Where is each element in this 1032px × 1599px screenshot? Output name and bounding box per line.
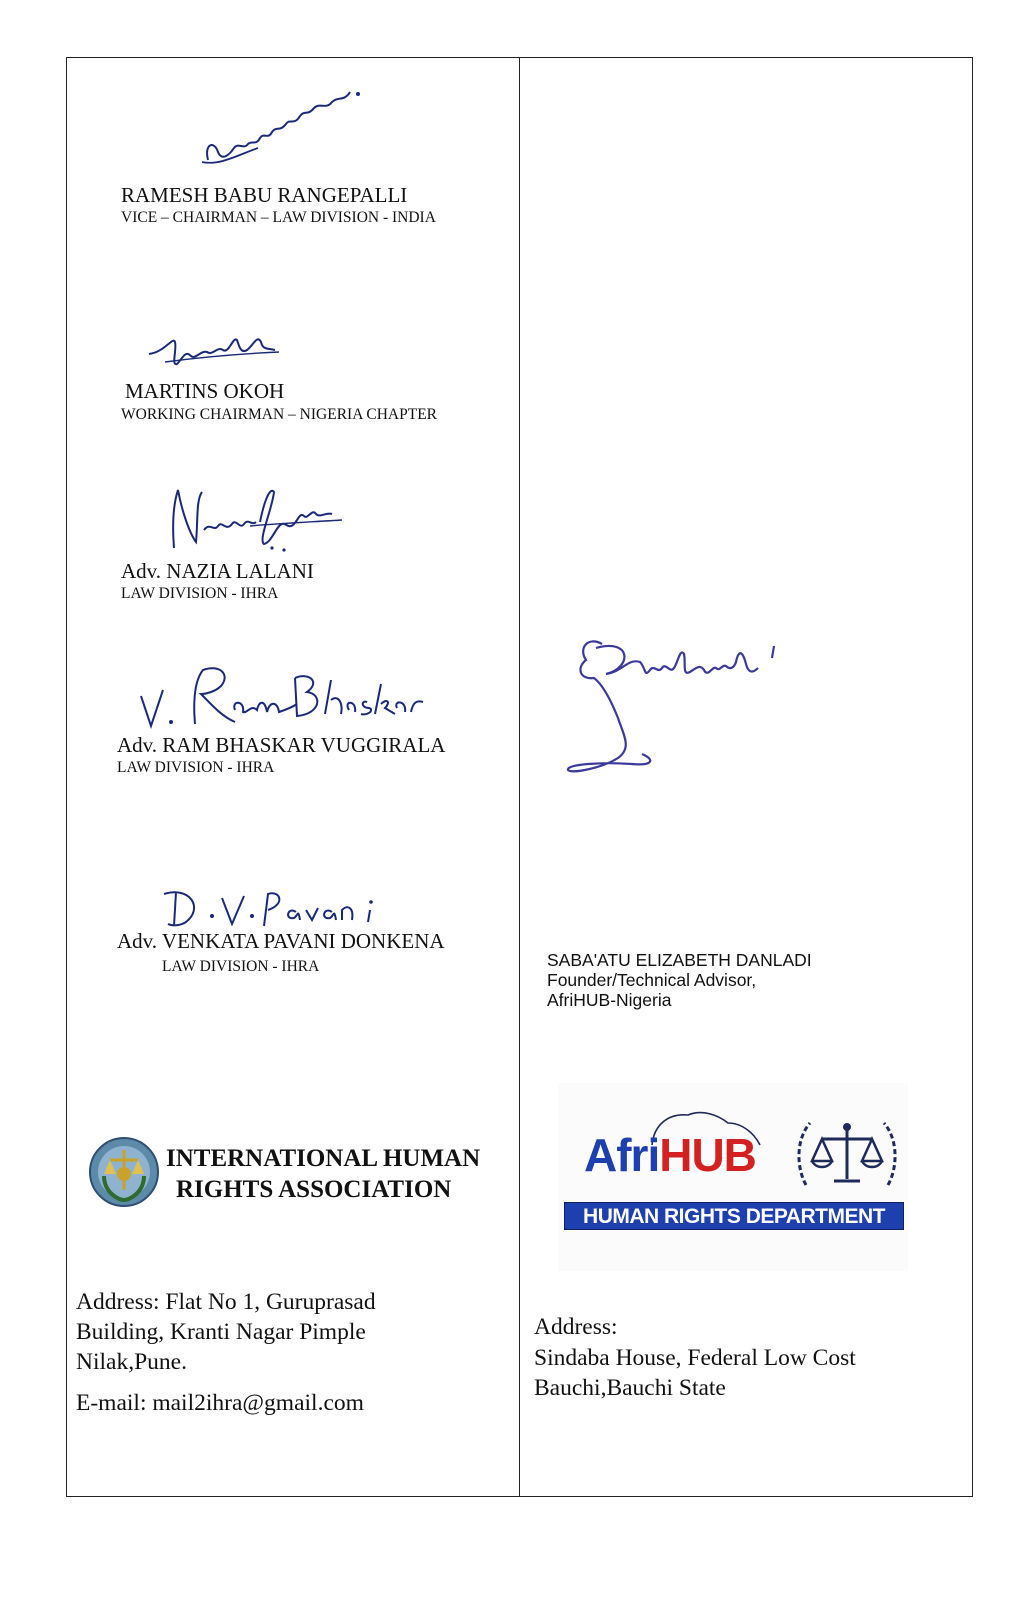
right-signatory-title: Founder/Technical Advisor,	[547, 970, 757, 990]
right-signatory-name: SABA'ATU ELIZABETH DANLADI	[547, 950, 812, 970]
afrihub-brand: AfriHUB	[584, 1129, 756, 1181]
signature-nazia	[160, 482, 345, 557]
signature-ram-bhaskar	[135, 660, 425, 732]
address-line-2: Building, Kranti Nagar Pimple	[76, 1319, 366, 1345]
signatory-1-title: VICE – CHAIRMAN – LAW DIVISION - INDIA	[121, 209, 436, 226]
signatory-2-name: MARTINS OKOH	[125, 379, 285, 403]
signatory-3-name: Adv. NAZIA LALANI	[121, 559, 314, 583]
signatory-4-name: Adv. RAM BHASKAR VUGGIRALA	[117, 733, 446, 757]
ihra-emblem-icon	[88, 1136, 160, 1208]
right-address-line-1: Address:	[534, 1314, 618, 1340]
org-name-line2: RIGHTS ASSOCIATION	[176, 1176, 452, 1203]
signatory-5-name: Adv. VENKATA PAVANI DONKENA	[117, 929, 445, 953]
right-address-line-3: Bauchi,Bauchi State	[534, 1375, 726, 1401]
address-line-1: Address: Flat No 1, Guruprasad	[76, 1289, 376, 1315]
signature-danladi	[562, 628, 792, 780]
signature-ramesh	[200, 82, 365, 172]
signatory-2-title: WORKING CHAIRMAN – NIGERIA CHAPTER	[121, 406, 438, 423]
signatory-4-title: LAW DIVISION - IHRA	[117, 759, 275, 776]
logo-banner: HUMAN RIGHTS DEPARTMENT	[564, 1202, 904, 1230]
signatory-3-title: LAW DIVISION - IHRA	[121, 585, 279, 602]
address-line-3: Nilak,Pune.	[76, 1349, 187, 1375]
signatory-1-name: RAMESH BABU RANGEPALLI	[121, 183, 408, 207]
signature-pavani	[160, 886, 380, 930]
signatory-5-title: LAW DIVISION - IHRA	[162, 958, 320, 975]
afrihub-logo	[558, 1083, 908, 1271]
right-signatory-org: AfriHUB-Nigeria	[547, 990, 672, 1010]
signature-martins	[145, 328, 285, 376]
right-address-line-2: Sindaba House, Federal Low Cost	[534, 1345, 856, 1371]
email: E-mail: mail2ihra@gmail.com	[76, 1390, 364, 1416]
scales-of-justice-icon	[794, 1113, 900, 1197]
column-divider	[519, 57, 520, 1497]
org-name-line1: INTERNATIONAL HUMAN	[166, 1145, 481, 1172]
